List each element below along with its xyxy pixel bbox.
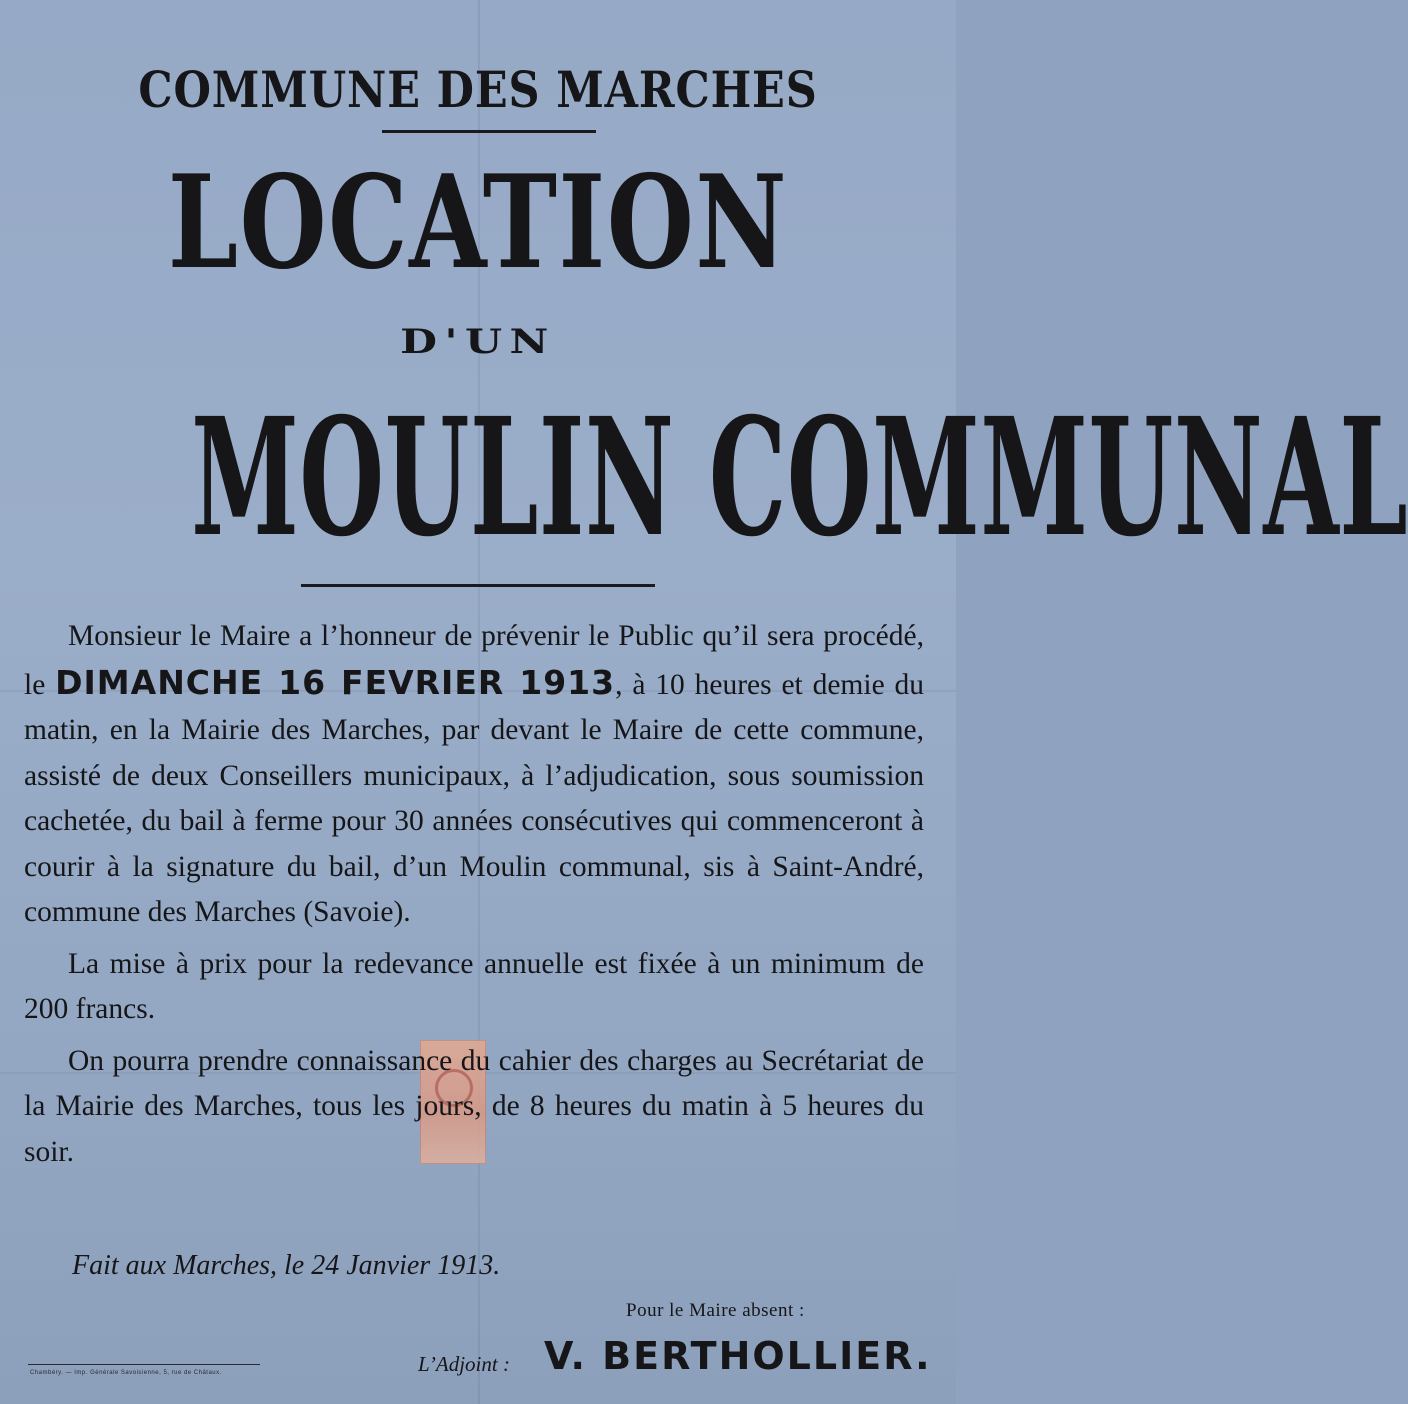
- footer-rule: [28, 1364, 260, 1365]
- paragraph-cahier-des-charges: On pourra prendre connaissance du cahier des charges au Secrétariat de la Mairie des Marches, tous les jours, de 8 heures du matin à 5 heures du soir.: [24, 1044, 924, 1168]
- headline-moulin-communal: MOULIN COMMUNAL: [191, 383, 1408, 573]
- subtitle-dun: D'UN: [400, 322, 556, 362]
- paragraph-adjudication: [24, 614, 924, 936]
- pour-le-maire: Pour le Maire absent :: [626, 1300, 805, 1321]
- signer-name: V. BERTHOLLIER.: [544, 1334, 932, 1378]
- paragraph-intro: Monsieur le Maire a l’honneur de prévenir le Public qu’il sera procédé, le: [24, 620, 924, 701]
- header-rule: [382, 130, 596, 133]
- title-location: LOCATION: [167, 148, 789, 298]
- fait-aux-marches: Fait aux Marches, le 24 Janvier 1913.: [72, 1250, 501, 1281]
- commune-header: COMMUNE DES MARCHES: [138, 60, 818, 119]
- printer-imprint: Chambéry. — Imp. Générale Savoisienne, 5, rue de Châtaux.: [30, 1370, 222, 1376]
- announcement-body: [24, 614, 924, 1175]
- auction-date: DIMANCHE 16 FEVRIER 1913: [55, 662, 616, 702]
- adjoint-label: L’Adjoint :: [418, 1352, 510, 1376]
- paragraph-mise-a-prix: La mise à prix pour la redevance annuelle est fixée à un minimum de 200 francs.: [24, 947, 924, 1025]
- headline-rule: [301, 584, 655, 587]
- paragraph-details: , à 10 heures et demie du matin, en la Mairie des Marches, par devant le Maire de cette commune, assisté de deux Conseillers municipaux, à l’adjudication, sous soumission cachetée, du bail à ferme pour 30 années consécutives qui commenceront à courir à la signature du bail, d’un Moulin communal, sis à Saint-André, commune des Marches (Savoie).: [24, 668, 924, 928]
